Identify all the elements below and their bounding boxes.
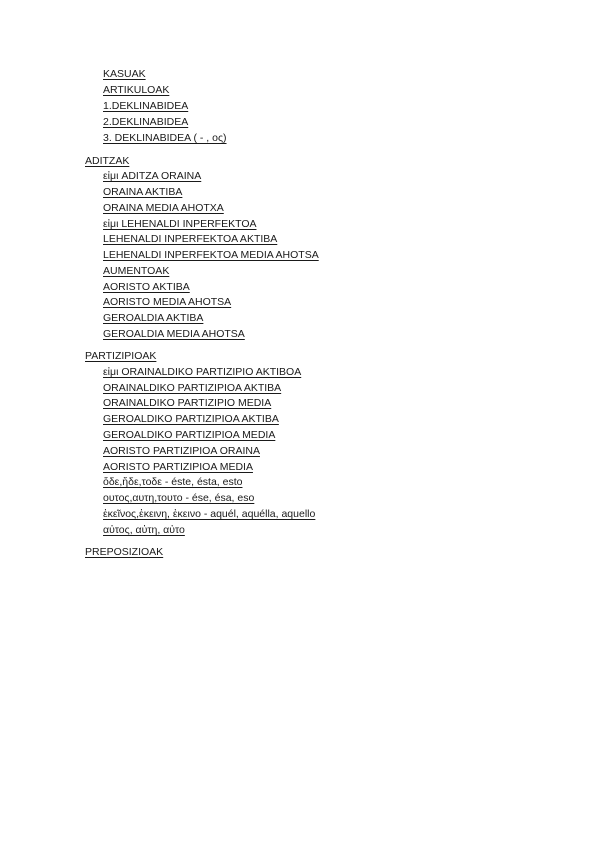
toc-link-partizipioak-item[interactable]: ORAINALDIKO PARTIZIPIOA AKTIBA	[103, 382, 282, 394]
toc-link-aditzak-item[interactable]: AUMENTOAK	[103, 265, 170, 277]
toc-link-aditzak-item[interactable]: GEROALDIA MEDIA AHOTSA	[103, 328, 245, 340]
toc-link-aditzak-item[interactable]: εἰμι LEHENALDI INPERFEKTOA	[103, 218, 257, 230]
toc-heading-aditzak[interactable]: ADITZAK	[85, 155, 130, 167]
toc-link-deklinabidea-1[interactable]: 1.DEKLINABIDEA	[103, 100, 189, 112]
toc-link-aditzak-item[interactable]: ORAINA MEDIA AHOTXA	[103, 202, 224, 214]
toc-link-partizipioak-item[interactable]: GEROALDIKO PARTIZIPIOA AKTIBA	[103, 413, 279, 425]
toc-link-deklinabidea-3[interactable]: 3. DEKLINABIDEA ( - , ος)	[103, 132, 227, 144]
toc-link-aditzak-item[interactable]: LEHENALDI INPERFEKTOA AKTIBA	[103, 233, 278, 245]
toc-link-partizipioak-item[interactable]: GEROALDIKO PARTIZIPIOA MEDIA	[103, 429, 276, 441]
toc-link-aditzak-item[interactable]: εἰμι ADITZA ORAINA	[103, 170, 202, 182]
toc-link-partizipioak-item[interactable]: εἰμι ORAINALDIKO PARTIZIPIO AKTIBOA	[103, 366, 302, 378]
toc-heading-partizipioak[interactable]: PARTIZIPIOAK	[85, 350, 157, 362]
toc-link-partizipioak-item[interactable]: αὐτος, αὐτη, αὐτο	[103, 524, 185, 536]
toc-link-aditzak-item[interactable]: LEHENALDI INPERFEKTOA MEDIA AHOTSA	[103, 249, 319, 261]
toc-link-aditzak-item[interactable]: AORISTO MEDIA AHOTSA	[103, 296, 232, 308]
toc-link-aditzak-item[interactable]: AORISTO AKTIBA	[103, 281, 190, 293]
toc-link-aditzak-item[interactable]: GEROALDIA AKTIBA	[103, 312, 204, 324]
toc-link-partizipioak-item[interactable]: ὅδε,ἥδε,τοδε - éste, ésta, esto	[103, 476, 243, 488]
toc-link-partizipioak-item[interactable]: AORISTO PARTIZIPIOA ORAINA	[103, 445, 260, 457]
toc-link-partizipioak-item[interactable]: AORISTO PARTIZIPIOA MEDIA	[103, 461, 253, 473]
toc-link-deklinabidea-2[interactable]: 2.DEKLINABIDEA	[103, 116, 189, 128]
toc-link-partizipioak-item[interactable]: ουτος,αυτη,τουτο - ése, ésa, eso	[103, 492, 255, 504]
toc-link-aditzak-item[interactable]: ORAINA AKTIBA	[103, 186, 183, 198]
toc-link-artikuloak[interactable]: ARTIKULOAK	[103, 84, 170, 96]
toc-heading-preposizioak[interactable]: PREPOSIZIOAK	[85, 546, 164, 558]
toc-link-partizipioak-item[interactable]: ORAINALDIKO PARTIZIPIO MEDIA	[103, 397, 272, 409]
toc-link-kasuak[interactable]: KASUAK	[103, 68, 146, 80]
toc-link-partizipioak-item[interactable]: ἐκεῖνος,ἐκεινη, ἐκεινο - aquél, aquélla, aquello	[103, 508, 316, 520]
